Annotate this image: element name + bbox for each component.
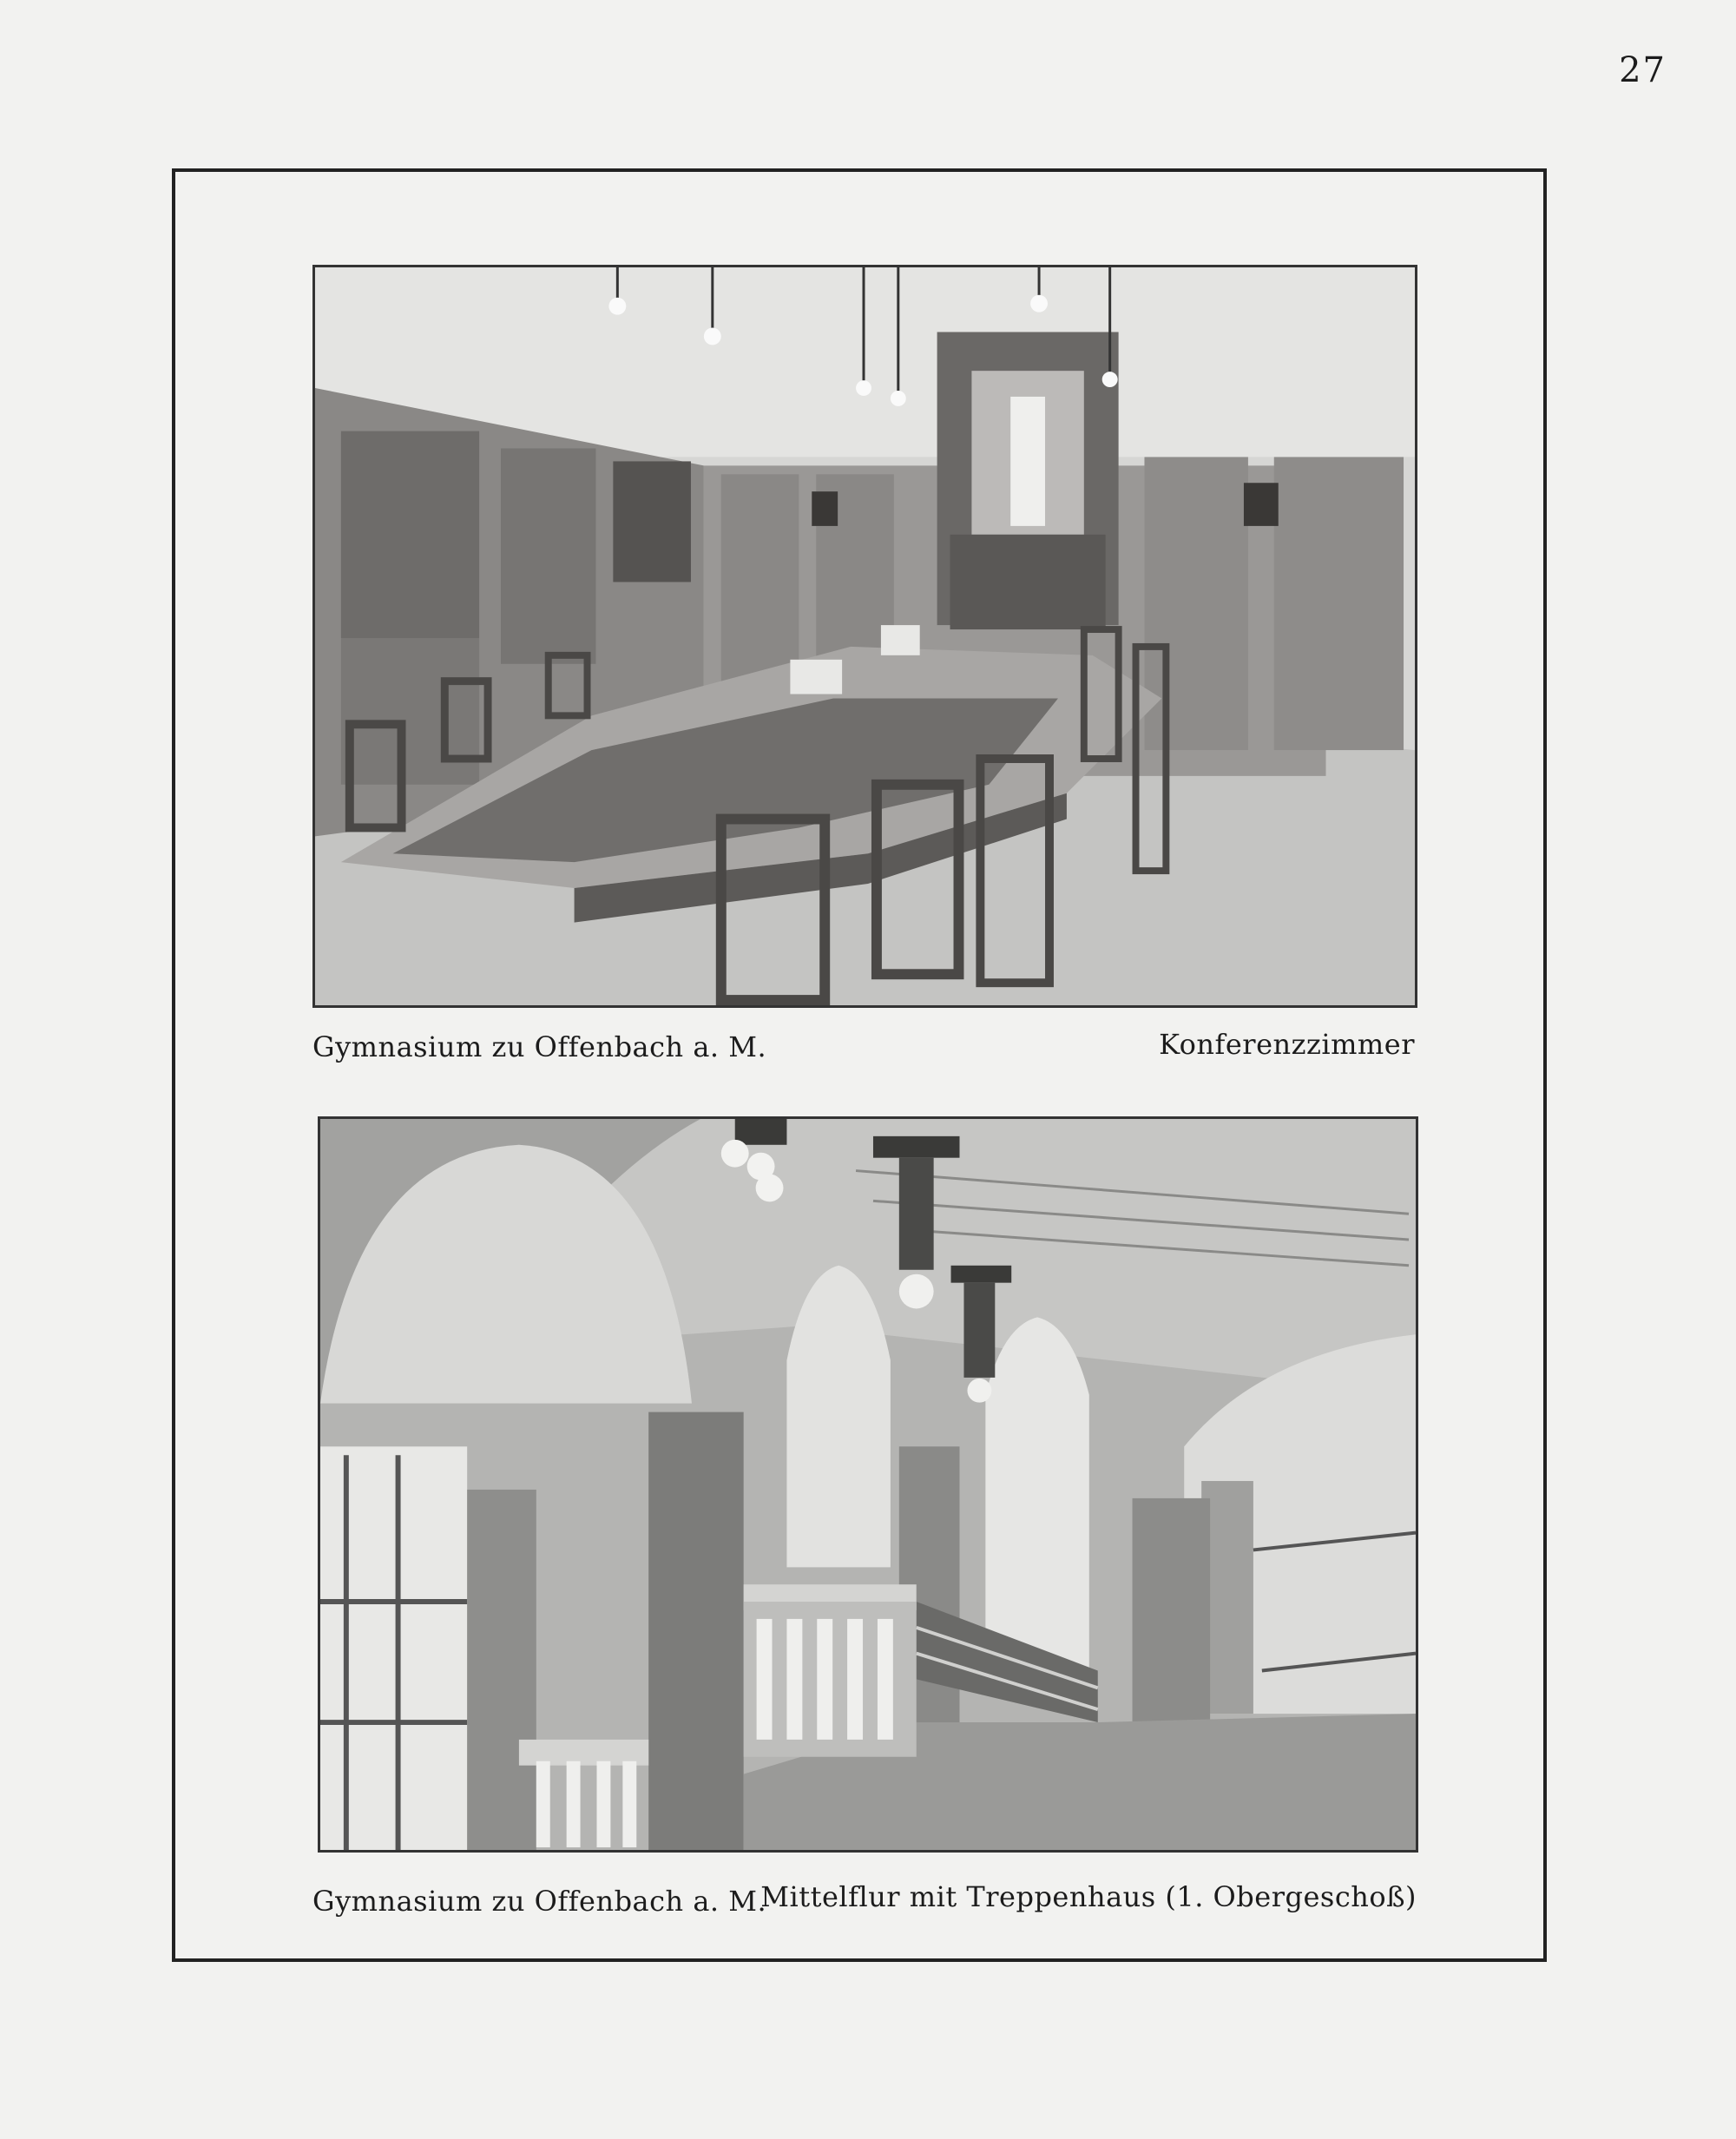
figure-2-caption-right: Mittelflur mit Treppenhaus (1. Obergeschoß) bbox=[760, 1880, 1417, 1913]
figure-1-caption-left: Gymnasium zu Offenbach a. M. bbox=[312, 1030, 767, 1063]
figure-2-caption-left: Gymnasium zu Offenbach a. M. bbox=[312, 1885, 767, 1918]
conference-room-photo bbox=[312, 265, 1417, 1008]
page-number: 27 bbox=[1619, 50, 1667, 90]
figure-1-caption-right: Konferenzzimmer bbox=[1159, 1028, 1415, 1061]
corridor-staircase-photo bbox=[318, 1116, 1418, 1853]
